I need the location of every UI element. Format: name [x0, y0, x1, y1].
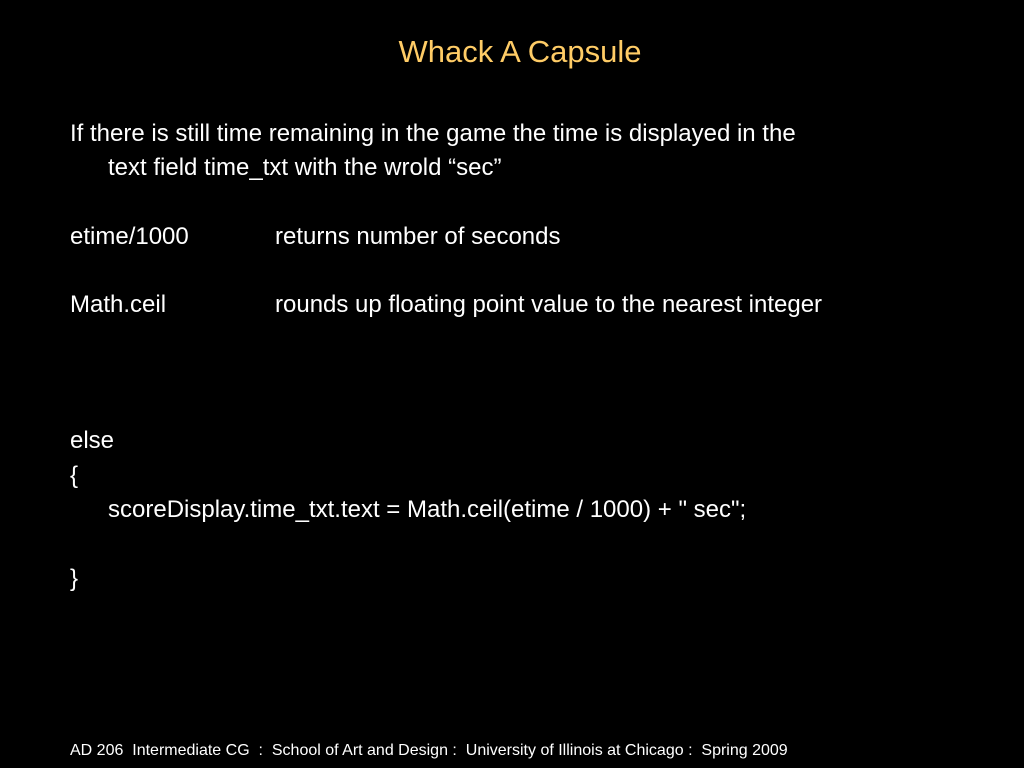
code-line-statement: scoreDisplay.time_txt.text = Math.ceil(etime / 1000) + " sec";: [108, 496, 747, 523]
intro-line-1: If there is still time remaining in the game the time is displayed in the: [70, 120, 796, 147]
slide-title: Whack A Capsule: [398, 34, 642, 69]
definition-term: Math.ceil: [70, 291, 167, 318]
definition-row-etime: [70, 220, 970, 254]
definition-description: rounds up floating point value to the nearest integer: [275, 291, 823, 318]
code-line-else: else: [70, 427, 115, 454]
intro-line-2: text field time_txt with the wrold “sec”: [108, 154, 502, 181]
code-line-close-brace: }: [70, 565, 79, 592]
definition-row-math-ceil: [70, 288, 970, 322]
intro-paragraph: [70, 117, 970, 185]
slide-footer: AD 206 Intermediate CG : School of Art and Design : University of Illinois at Chicago : Spring 2009: [70, 742, 788, 759]
definition-term: etime/1000: [70, 223, 189, 250]
definition-description: returns number of seconds: [275, 223, 561, 250]
code-line-open-brace: {: [70, 462, 79, 489]
